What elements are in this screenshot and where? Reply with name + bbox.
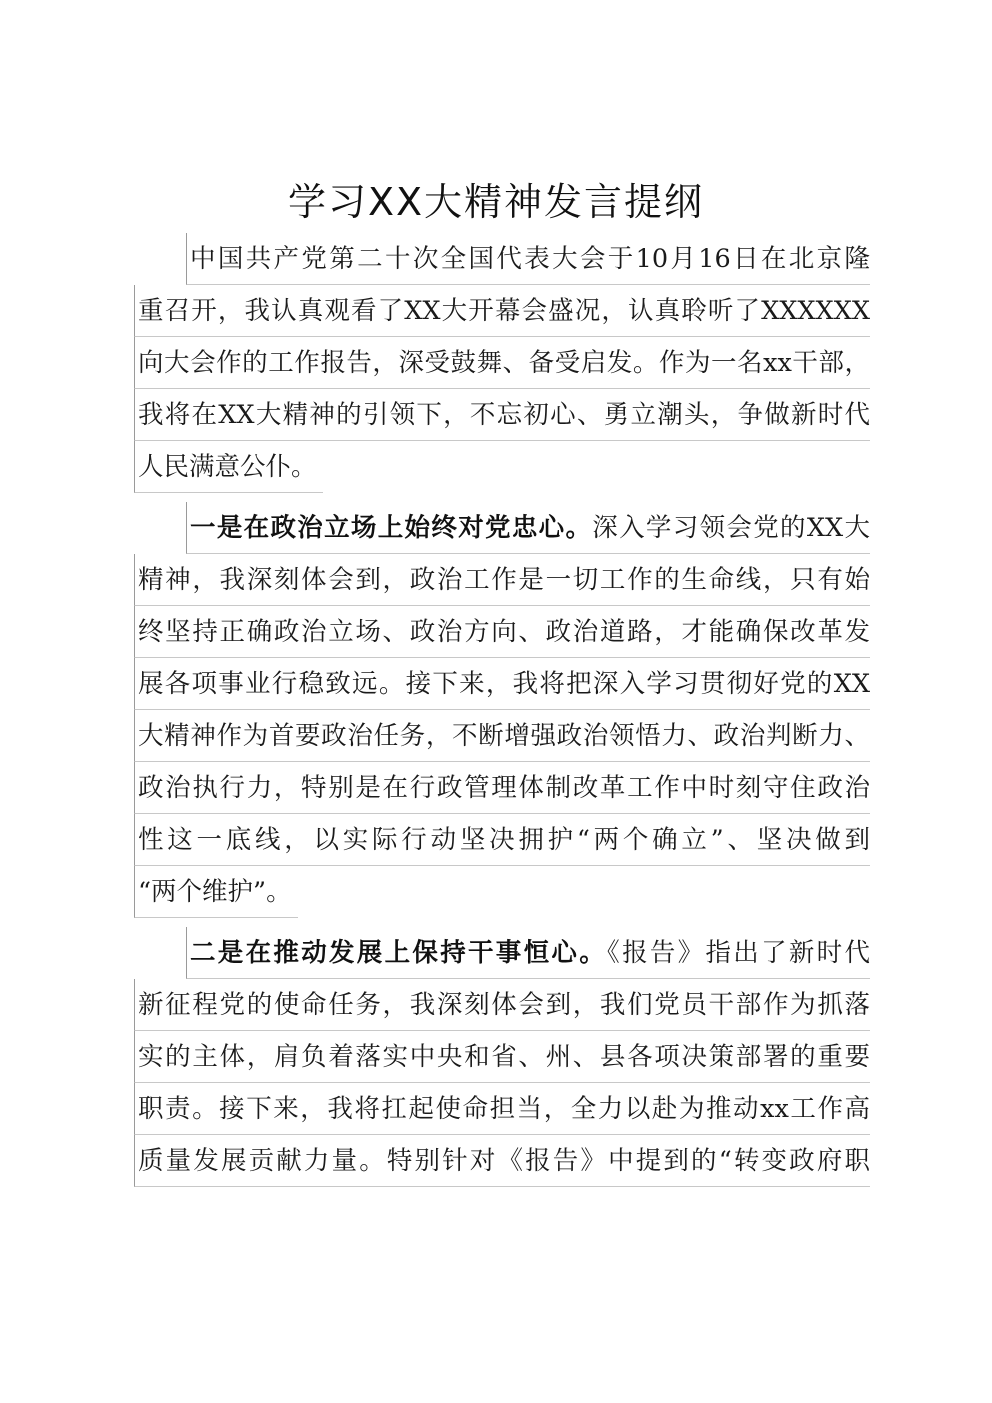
text-line: 质量发展贡献力量。特别针对《报告》中提到的“转变政府职	[134, 1135, 870, 1187]
text-line: 展各项事业行稳致远。接下来，我将把深入学习贯彻好党的XX	[134, 658, 870, 710]
text-line: 我将在XX大精神的引领下，不忘初心、勇立潮头，争做新时代	[134, 389, 870, 441]
text-line: 重召开，我认真观看了XX大开幕会盛况，认真聆听了XXXXXX	[134, 285, 870, 337]
text-line: 向大会作的工作报告，深受鼓舞、备受启发。作为一名xx干部，	[134, 337, 870, 389]
text-line: “两个维护”。	[134, 866, 298, 918]
text-line: 人民满意公仆。	[134, 441, 323, 493]
text-line: 政治执行力，特别是在行政管理体制改革工作中时刻守住政治	[134, 762, 870, 814]
text-line: 精神，我深刻体会到，政治工作是一切工作的生命线，只有始	[134, 554, 870, 606]
paragraph-heading: 一是在政治立场上始终对党忠心。	[190, 513, 593, 543]
text-line: 大精神作为首要政治任务，不断增强政治领悟力、政治判断力、	[134, 710, 870, 762]
text-line: 实的主体，肩负着落实中央和省、州、县各项决策部署的重要	[134, 1031, 870, 1083]
paragraph-point-1	[134, 502, 870, 918]
text-line: 中国共产党第二十次全国代表大会于10月16日在北京隆	[186, 233, 870, 285]
text-run: 《报告》指出了新时代	[607, 938, 870, 968]
paragraph-heading: 二是在推动发展上保持干事恒心。	[190, 938, 608, 968]
text-line: 性这一底线，以实际行动坚决拥护“两个确立”、坚决做到	[134, 814, 870, 866]
text-line: 新征程党的使命任务，我深刻体会到，我们党员干部作为抓落	[134, 979, 870, 1031]
paragraph-intro	[134, 233, 870, 493]
document-title: 学习XX大精神发言提纲	[287, 180, 705, 224]
text-line: 职责。接下来，我将扛起使命担当，全力以赴为推动xx工作高	[134, 1083, 870, 1135]
paragraph-point-2	[134, 927, 870, 1187]
document-body	[134, 233, 870, 1187]
text-line	[186, 927, 870, 979]
text-run: 深入学习领会党的XX大	[592, 513, 870, 543]
text-line: 终坚持正确政治立场、政治方向、政治道路，才能确保改革发	[134, 606, 870, 658]
text-line	[186, 502, 870, 554]
